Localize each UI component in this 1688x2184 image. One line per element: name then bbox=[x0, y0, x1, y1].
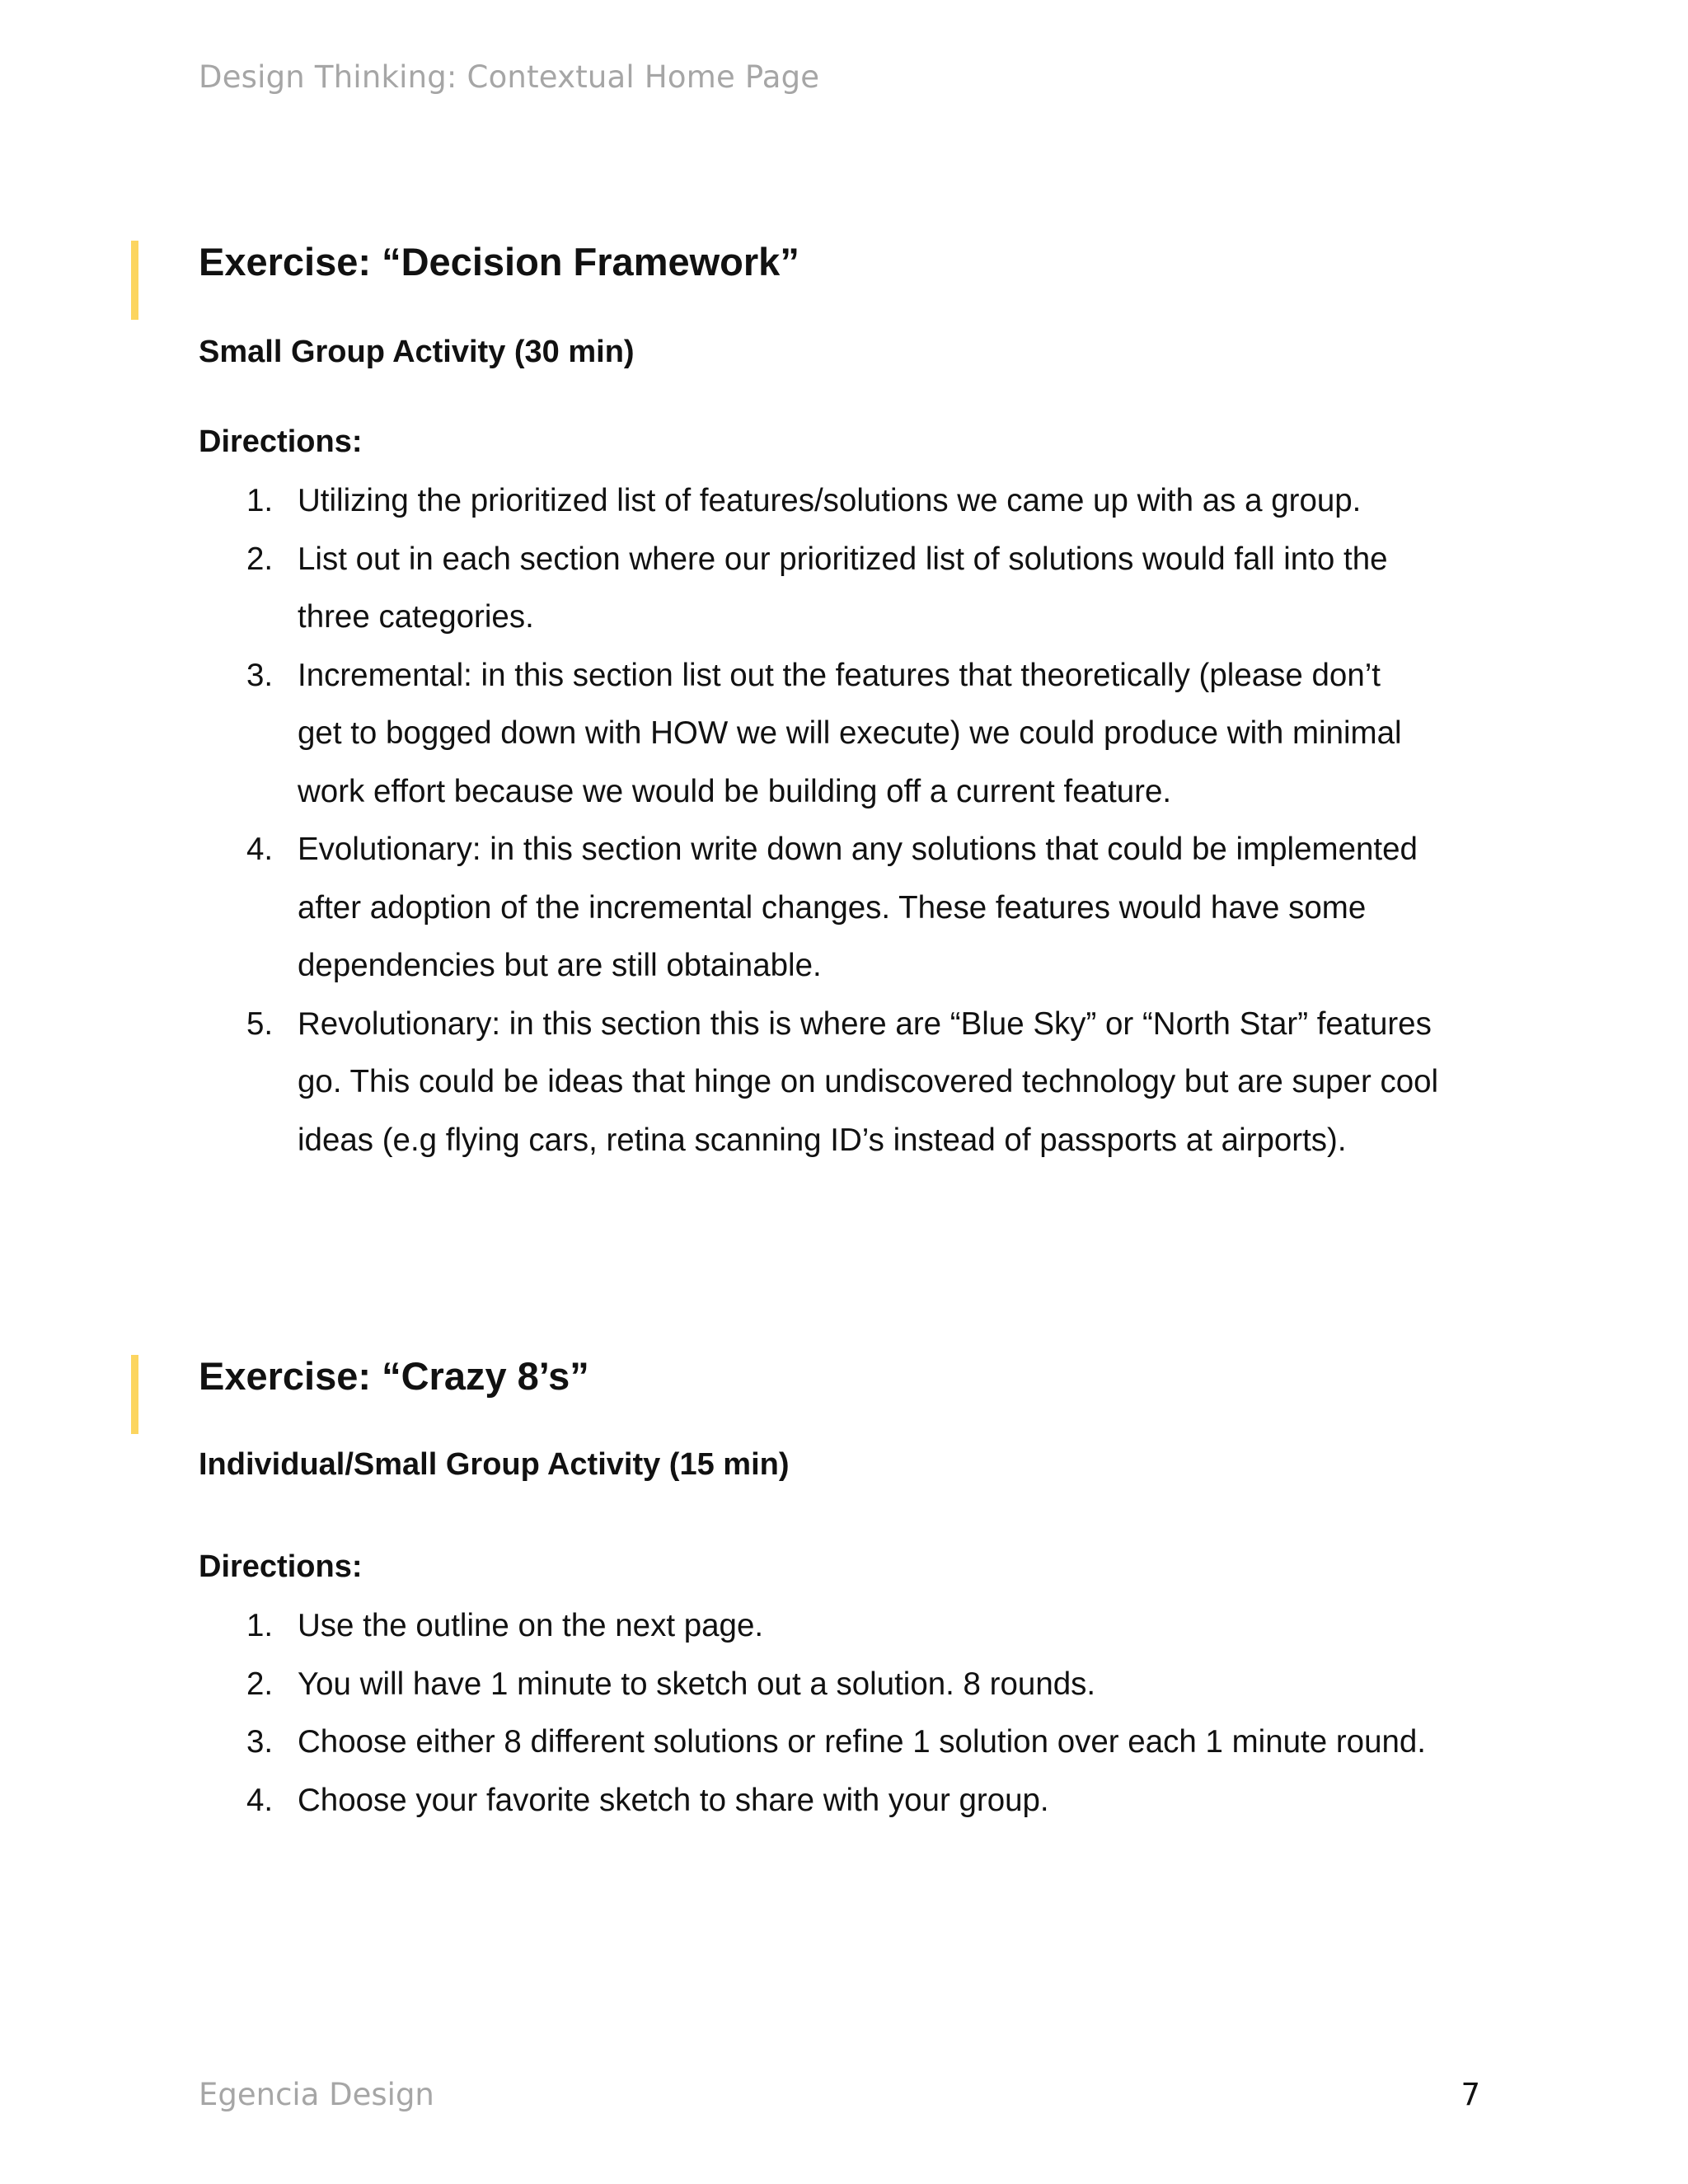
page-number: 7 bbox=[1461, 2077, 1480, 2112]
list-item-text: dependencies but are still obtainable. bbox=[298, 948, 822, 983]
list-item-text: Choose either 8 different solutions or refine 1 solution over each 1 minute round. bbox=[298, 1724, 1427, 1760]
activity-duration: Small Group Activity (30 min) bbox=[199, 335, 635, 369]
directions-label: Directions: bbox=[199, 1549, 363, 1584]
list-item-text: Use the outline on the next page. bbox=[298, 1608, 764, 1643]
list-item bbox=[199, 821, 1501, 996]
list-item bbox=[199, 472, 1501, 531]
list-item bbox=[199, 1713, 1501, 1772]
list-item bbox=[199, 647, 1501, 822]
list-item-text: get to bogged down with HOW we will execute) we could produce with minimal bbox=[298, 715, 1402, 751]
list-item bbox=[199, 1656, 1501, 1714]
list-item-text: Choose your favorite sketch to share with your group. bbox=[298, 1782, 1049, 1818]
list-item-text: You will have 1 minute to sketch out a solution. 8 rounds. bbox=[298, 1666, 1096, 1702]
list-item-number: 1. bbox=[246, 483, 274, 518]
section-title: Exercise: “Crazy 8’s” bbox=[199, 1354, 589, 1398]
list-item-text: List out in each section where our prioritized list of solutions would fall into the bbox=[298, 541, 1388, 577]
directions-label: Directions: bbox=[199, 424, 363, 459]
list-item-text: three categories. bbox=[298, 599, 534, 635]
directions-list bbox=[199, 1597, 1501, 1830]
section-title: Exercise: “Decision Framework” bbox=[199, 240, 799, 284]
list-item-number: 4. bbox=[246, 832, 274, 867]
list-item-text: go. This could be ideas that hinge on undiscovered technology but are super cool bbox=[298, 1064, 1439, 1099]
page-header: Design Thinking: Contextual Home Page bbox=[199, 59, 820, 95]
list-item-text: Incremental: in this section list out the features that theoretically (please don’t bbox=[298, 657, 1381, 693]
list-item-text: after adoption of the incremental changes. These features would have some bbox=[298, 889, 1367, 926]
list-item-number: 4. bbox=[246, 1782, 274, 1818]
list-item-text: ideas (e.g flying cars, retina scanning ID’s instead of passports at airports). bbox=[298, 1122, 1347, 1158]
accent-bar bbox=[131, 241, 138, 320]
list-item-text: work effort because we would be building off a current feature. bbox=[298, 773, 1172, 809]
list-item-number: 3. bbox=[246, 657, 274, 693]
list-item-text: Evolutionary: in this section write down any solutions that could be implemented bbox=[298, 832, 1418, 867]
accent-bar bbox=[131, 1355, 138, 1434]
list-item-number: 3. bbox=[246, 1724, 274, 1760]
activity-duration: Individual/Small Group Activity (15 min) bbox=[199, 1447, 790, 1482]
list-item-number: 2. bbox=[246, 541, 274, 577]
page-footer: Egencia Design bbox=[199, 2077, 434, 2112]
list-item bbox=[199, 1597, 1501, 1656]
list-item bbox=[199, 1772, 1501, 1830]
list-item-number: 2. bbox=[246, 1666, 274, 1702]
list-item-text: Revolutionary: in this section this is where are “Blue Sky” or “North Star” features bbox=[298, 1005, 1432, 1042]
list-item-text: Utilizing the prioritized list of features/solutions we came up with as a group. bbox=[298, 483, 1362, 518]
list-item-number: 5. bbox=[246, 1005, 274, 1042]
list-item bbox=[199, 996, 1501, 1170]
list-item-number: 1. bbox=[246, 1608, 274, 1643]
list-item bbox=[199, 531, 1501, 647]
directions-list bbox=[199, 472, 1501, 1169]
